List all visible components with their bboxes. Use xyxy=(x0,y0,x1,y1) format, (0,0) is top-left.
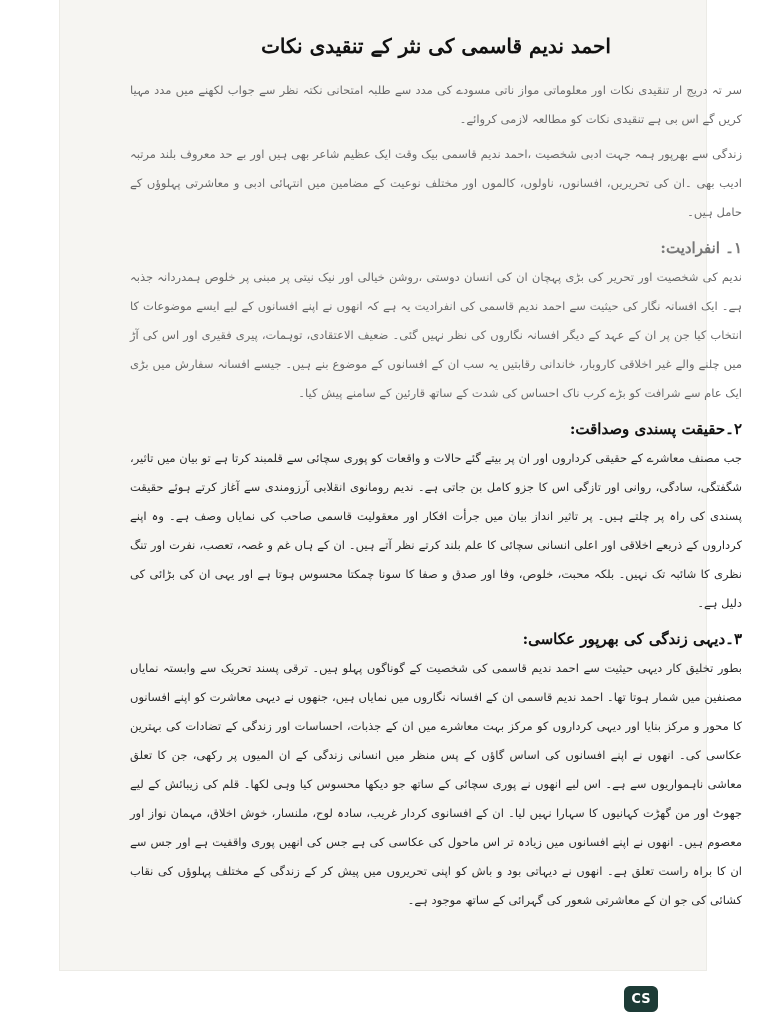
section-paragraph-individuality: ندیم کی شخصیت اور تحریر کی بڑی پہچان ان کی انسان دوستی ،روشن خیالی اور نیک نیتی پر مبنی پر خلوص ہمدردانہ جذبہ ہے۔ ایک افسانہ نگار کی حیثیت سے احمد ندیم قاسمی کی انفرادیت یہ ہے کہ انھوں نے اپنے افسانوں کے لیے ایسے موضوعات کا انتخاب کیا جن پر ان کے عہد کے دیگر افسانہ نگاروں کی نظر نہیں گئی۔ ضعیف الاعتقادی، توہمات، پیری فقیری اور اس کی آڑ میں چلنے والے غیر اخلاقی کاروبار، خاندانی رقابتیں یہ سب ان کے افسانوں کے موضوع بنے ہیں۔ جیسے افسانہ سفارش میں بڑی ایک عام سے شرافت کو بڑے کرب ناک احساس کی شدت کے ساتھ قارئین کے سامنے پیش کیا۔ xyxy=(130,270,742,400)
camscanner-badge[interactable]: CS xyxy=(624,986,658,1012)
page-title: احمد ندیم قاسمی کی نثر کے تنقیدی نکات xyxy=(261,34,611,58)
intro-paragraph-1: سر تہ دریج ار تنقیدی نکات اور معلوماتی مواز ناتی مسودے کی مدد سے طلبہ امتحانی نکتہ نظر سے جواب لکھنے میں مدد مہیا کریں گے اس بی ہے تنقیدی نکات کو مطالعہ لازمی کروائے۔ xyxy=(130,83,742,126)
scanned-page xyxy=(60,0,742,970)
section-paragraph-realism: جب مصنف معاشرے کے حقیقی کرداروں اور ان پر بیتے گئے حالات و واقعات کو پوری سچائی سے قلمبند کرتا ہے تو بیان میں تاثیر، شگفتگی، سادگی، روانی اور تازگی اس کا جزو کامل بن جاتی ہے۔ ندیم رومانوی انقلابی آرزومندی سے آغاز کرتے ہوئے حقیقت پسندی کی راہ پر چلتے ہیں۔ پر تاثیر انداز بیان میں جرأت افکار اور معقولیت قاسمی صاحب کی نمایاں وصف ہے۔ وہ اپنے کرداروں کے ذریعے اخلاقی اور اعلی انسانی سچائی کا علم بلند کرتے نظر آتے ہیں۔ ان کے ہاں غم و غصہ، تعصب، نفرت اور تنگ نظری کا شائبہ تک نہیں۔ بلکہ محبت، خلوص، وفا اور صدق و صفا کا سونا چمکتا محسوس ہوتا ہے اور یہی ان کی بڑائی کی دلیل ہے۔ xyxy=(130,451,742,610)
intro-paragraph-2: زندگی سے بھرپور ہمہ جہت ادبی شخصیت ،احمد ندیم قاسمی بیک وقت ایک عظیم شاعر بھی ہیں اور بے حد معروف بلند مرتبہ ادیب بھی ۔ان کی تحریریں، افسانوں، ناولوں، کالموں اور مختلف نوعیت کے مضامین میں انتہائی ادبی و معاشرتی پہلوؤں کے حامل ہیں۔ xyxy=(130,147,742,219)
section-heading-realism: ۲۔حقیقت پسندی وصداقت: xyxy=(569,420,742,438)
page-content xyxy=(130,30,742,921)
section-heading-rural-life: ۳۔دیہی زندگی کی بھرپور عکاسی: xyxy=(522,630,742,648)
section-paragraph-rural-life: بطور تخلیق کار دیہی حیثیت سے احمد ندیم قاسمی کی شخصیت کے گوناگوں پہلو ہیں۔ ترقی پسند تحریک سے وابستہ نمایاں مصنفین میں شمار ہوتا تھا۔ احمد ندیم قاسمی ان کے افسانہ نگاروں میں نمایاں ہیں، جنھوں نے دیہی معاشرت کو اپنے افسانوں کا محور و مرکز بنایا اور دیہی کرداروں کو مرکز بہت معاشرے میں ان کے جذبات، احساسات اور زندگی کے تضادات کی بہترین عکاسی کی۔ انھوں نے اپنے افسانوں کی اساس گاؤں کے پس منظر میں انسانی زندگی کے ان المیوں پر رکھی، جن کا تعلق معاشی ناہمواریوں سے ہے۔ اس لیے انھوں نے پوری سچائی کے ساتھ جو دیکھا محسوس کیا وہی لکھا۔ قلم کی زیبائش کے لیے جھوٹ اور من گھڑت کہانیوں کا سہارا نہیں لیا۔ ان کے افسانوی کردار غریب، سادہ لوح، ملنسار، خوش اخلاق، مہمان نواز اور معصوم ہیں۔ انھوں نے اپنے افسانوں میں زیادہ تر اس ماحول کی عکاسی کی ہے جس کی انھیں پوری واقفیت ہے اور جس سے ان کا براہ راست تعلق ہے۔ انھوں نے دیہاتی بود و باش کو اپنی تحریروں میں پیش کر کے زندگی کے مختلف پہلوؤں کی نقاب کشائی کی جو ان کے معاشرتی شعور کی گہرائی کے ساتھ موجود ہے۔ xyxy=(130,661,742,907)
section-heading-individuality: ۱۔ انفرادیت: xyxy=(660,239,742,257)
